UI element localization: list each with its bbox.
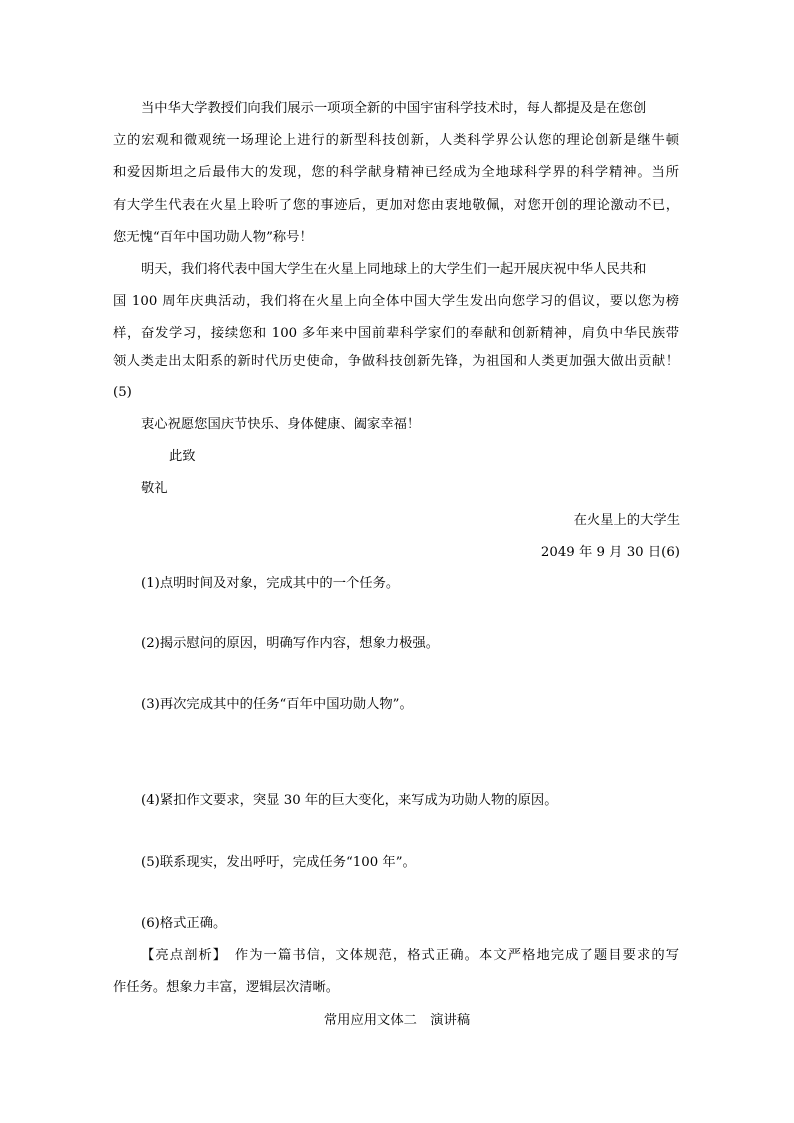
note-6: (6)格式正确。 bbox=[141, 916, 227, 931]
paragraph1-line5: 您无愧“百年中国功勋人物”称号！ bbox=[113, 230, 313, 245]
paragraph2-line3: 样，奋发学习，接续您和 100 多年来中国前辈科学家们的奉献和创新精神，肩负中华民族带 bbox=[113, 326, 679, 341]
letter-date: 2049 年 9 月 30 日(6) bbox=[540, 545, 680, 560]
salutation-jingli: 敬礼 bbox=[141, 481, 168, 496]
paragraph1-line3: 和爱因斯坦之后最伟大的发现，您的科学献身精神已经成为全地球科学界的科学精神。当所 bbox=[113, 165, 679, 180]
closing-wishes: 衷心祝愿您国庆节快乐、身体健康、阖家幸福！ bbox=[141, 417, 421, 432]
paragraph2-line2: 国 100 周年庆典活动，我们将在火星上向全体中国大学生发出向您学习的倡议，要以您为榜 bbox=[113, 294, 679, 309]
marker-5: (5) bbox=[113, 385, 132, 400]
paragraph2-line1: 明天，我们将代表中国大学生在火星上同地球上的大学生们一起开展庆祝中华人民共和 bbox=[141, 262, 647, 277]
paragraph2-line4: 领人类走出太阳系的新时代历史使命，争做科技创新先锋，为祖国和人类更加强大做出贡献！ bbox=[113, 354, 679, 369]
note-3: (3)再次完成其中的任务“百年中国功勋人物”。 bbox=[141, 697, 413, 712]
paragraph1-line2: 立的宏观和微观统一场理论上进行的新型科技创新，人类科学界公认您的理论创新是继牛顿 bbox=[113, 133, 679, 148]
salutation-cizhi: 此致 bbox=[169, 449, 196, 464]
analysis-line2: 作任务。想象力丰富，逻辑层次清晰。 bbox=[113, 980, 340, 995]
analysis-line1: 【亮点剖析】 作为一篇书信，文体规范，格式正确。本文严格地完成了题目要求的写 bbox=[141, 948, 679, 963]
note-4: (4)紧扣作文要求，突显 30 年的巨大变化，来写成为功勋人物的原因。 bbox=[141, 793, 558, 808]
section-title: 常用应用文体二 演讲稿 bbox=[323, 1013, 471, 1028]
note-2: (2)揭示慰问的原因，明确写作内容，想象力极强。 bbox=[141, 636, 440, 651]
signature: 在火星上的大学生 bbox=[573, 513, 680, 528]
paragraph1-line4: 有大学生代表在火星上聆听了您的事迹后，更加对您由衷地敬佩，对您开创的理论激动不已， bbox=[113, 198, 679, 213]
paragraph1-line1: 当中华大学教授们向我们展示一项项全新的中国宇宙科学技术时，每人都提及是在您创 bbox=[141, 101, 647, 116]
note-1: (1)点明时间及对象，完成其中的一个任务。 bbox=[141, 576, 400, 591]
note-5: (5)联系现实，发出呼吁，完成任务“100 年”。 bbox=[141, 855, 416, 870]
